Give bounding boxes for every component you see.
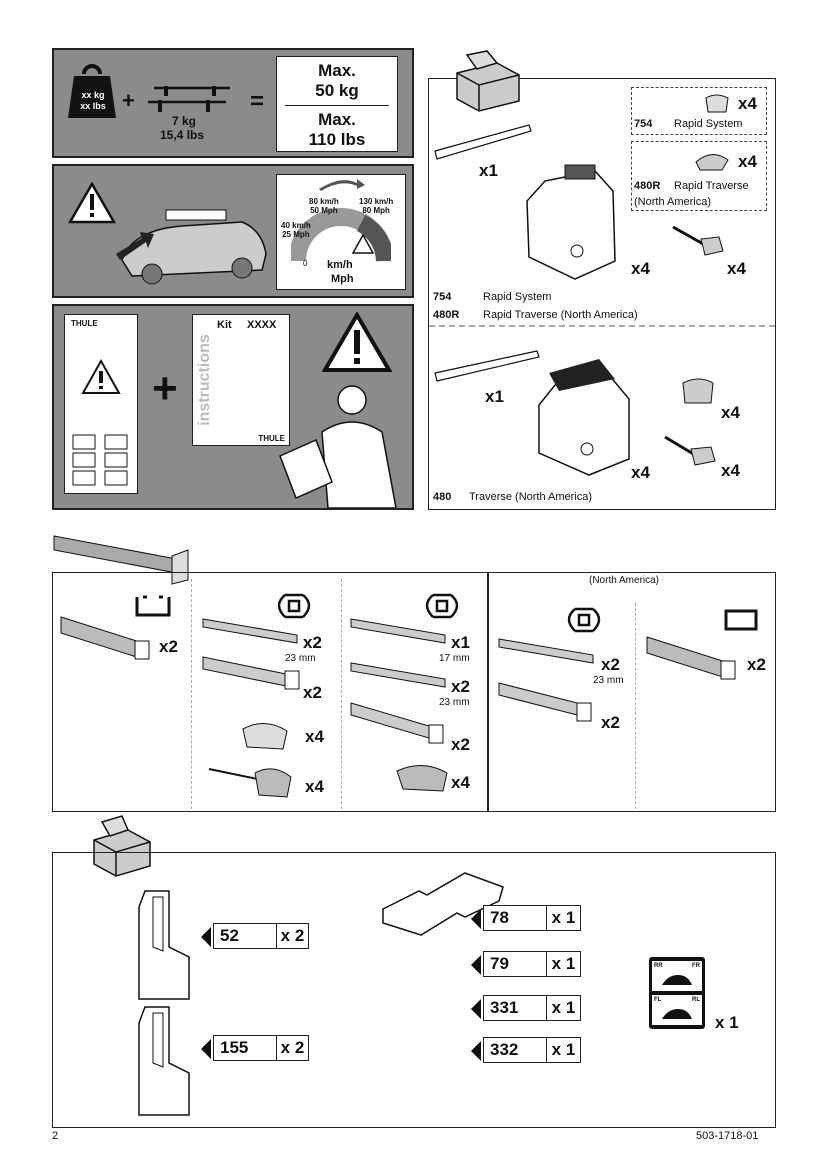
plus-sign: +: [122, 88, 135, 113]
pointer-arrow-155: [201, 1039, 211, 1059]
wing-bar-3: [349, 615, 449, 645]
max-value-kg: 50 kg: [315, 81, 359, 100]
warning-triangle-icon-large: [322, 312, 392, 374]
na-qty3: x2: [747, 655, 766, 674]
key-icon-2: [661, 431, 721, 467]
sticker-rear: [652, 961, 702, 991]
lower-foot-qty: x4: [631, 463, 650, 482]
load-capacity-panel: [52, 48, 414, 158]
pointer-arrow-331: [471, 999, 481, 1019]
page-number: 2: [52, 1130, 59, 1142]
opt-480r-code: 480R: [634, 180, 661, 192]
sticker-fl: FL: [654, 997, 662, 1003]
speed-130-kmh: 130 km/h: [359, 197, 394, 206]
item-79-code: 79: [484, 952, 547, 976]
col2-qty2: x2: [303, 683, 322, 702]
na-divider: [487, 572, 489, 812]
col3-qty1: x1: [451, 633, 470, 652]
item-331-qty: x 1: [551, 998, 576, 1017]
col-divider-3: [635, 603, 636, 809]
measuring-tape-icon-2: [433, 347, 543, 387]
sticker-fr: FR: [692, 963, 700, 969]
cap-icon: [702, 92, 732, 116]
col3-dim2: 23 mm: [439, 697, 470, 708]
item-79-qty: x 1: [551, 954, 576, 973]
col1-qty: x2: [159, 637, 178, 656]
col3-qty3: x2: [451, 735, 470, 754]
measuring-tape-icon: [433, 119, 533, 163]
max-value-lbs: 110 lbs: [308, 130, 366, 149]
sticker-rr: RR: [654, 963, 663, 969]
col3-qty4: x4: [451, 773, 470, 792]
item-155: [213, 1035, 309, 1061]
lower-key-qty: x4: [721, 461, 740, 480]
col-divider-1: [191, 579, 192, 809]
item-331: [483, 995, 581, 1021]
foot-rapid-system-illustration: [515, 161, 625, 291]
speed-130: [359, 197, 393, 215]
plus-sign-large: +: [152, 364, 178, 413]
col3-qty2: x2: [451, 677, 470, 696]
col2-qty1: x2: [303, 633, 322, 652]
line-754-code: 754: [433, 291, 452, 303]
position-sticker: [649, 957, 705, 1029]
item-52-qty: x 2: [280, 926, 305, 945]
doc-code: 503-1718-01: [696, 1130, 759, 1142]
speed-130-mph: 80 Mph: [362, 206, 390, 215]
opt-480r-qty: x4: [738, 152, 757, 171]
sticker-rl: RL: [692, 997, 700, 1003]
speed-zero: 0: [303, 259, 308, 268]
opt-480r-name: Rapid Traverse: [674, 180, 749, 192]
cap-traverse-icon: [679, 375, 719, 409]
weight-lbs: xx lbs: [80, 101, 106, 111]
opt-480r-region: (North America): [634, 196, 712, 208]
bars-panel: [52, 572, 776, 812]
wing-bar-1: [201, 615, 301, 645]
na-label: (North America): [589, 575, 660, 586]
speed-80-mph: 50 Mph: [310, 206, 338, 215]
opt-754-code: 754: [634, 118, 653, 130]
unit-kmh: km/h: [327, 259, 353, 271]
bracket-155-illustration: [135, 1003, 195, 1121]
wing-bar-5: [349, 699, 449, 749]
connector-icon: [393, 761, 453, 795]
person-reading-illustration: [272, 382, 402, 508]
foot-pack-panel: [428, 78, 776, 510]
col2-qty4: x4: [305, 777, 324, 796]
item-52: [213, 923, 309, 949]
key-icon: [669, 219, 729, 259]
box-icon: [447, 49, 527, 115]
line-480-code: 480: [433, 491, 452, 503]
item-332: [483, 1037, 581, 1063]
sticker-car-icon-2: [660, 1007, 694, 1023]
speed-40: [281, 221, 311, 239]
col2-dim1: 23 mm: [285, 653, 316, 664]
speed-40-kmh: 40 km/h: [281, 221, 311, 230]
bars-kg: 7 kg: [172, 114, 197, 128]
warning-triangle-icon-small: [81, 359, 121, 395]
line-480r-code: 480R: [433, 309, 460, 321]
col3-dim1: 17 mm: [439, 653, 470, 664]
sticker-car-icon-1: [660, 973, 694, 989]
pointer-arrow-332: [471, 1041, 481, 1061]
na-qty2: x2: [601, 713, 620, 732]
page-thumbnails: [71, 433, 131, 489]
speedometer-box: [276, 174, 406, 290]
item-155-qty: x 2: [280, 1038, 305, 1057]
option-754-box: [631, 87, 767, 135]
bracket-52-illustration: [135, 887, 195, 1005]
item-331-code: 331: [484, 996, 547, 1020]
opt-754-name: Rapid System: [674, 118, 743, 130]
unit-mph: Mph: [331, 273, 354, 285]
option-480r-box: [631, 141, 767, 211]
item-79: [483, 951, 581, 977]
cap-rapid-traverse-icon: [692, 148, 732, 174]
speed-arrow-icon: [317, 177, 367, 191]
item-52-code: 52: [214, 924, 277, 948]
max-label-1: Max.: [318, 61, 356, 80]
max-label-2: Max.: [318, 110, 356, 129]
lower-tape-qty: x1: [485, 387, 504, 406]
square-bar-na: [645, 633, 745, 683]
thule-logo-kit: THULE: [258, 434, 285, 443]
equals-sign: =: [250, 88, 265, 115]
pointer-arrow-78: [471, 909, 481, 929]
pointer-arrow-79: [471, 955, 481, 975]
pointer-arrow-52: [201, 927, 211, 947]
item-78-qty: x 1: [551, 908, 576, 927]
instructions-word: instructions: [195, 334, 213, 426]
roof-bars-icon: [146, 80, 236, 114]
section-divider: [429, 325, 775, 327]
square-bar-1: [59, 613, 159, 663]
opt-754-qty: x4: [738, 94, 757, 113]
kit-label: Kit: [217, 319, 232, 331]
fit-kit-panel: [52, 852, 776, 1128]
wing-bar-4: [349, 659, 449, 689]
car-with-bars-illustration: [102, 190, 272, 290]
line-480r-name: Rapid Traverse (North America): [483, 309, 638, 321]
weight-kg: xx kg: [81, 90, 105, 100]
max-load-box: [276, 56, 398, 152]
cable-connector-icon: [207, 763, 297, 803]
speed-40-mph: 25 Mph: [282, 230, 310, 239]
divider: [285, 105, 389, 106]
foot-traverse-illustration: [529, 355, 639, 485]
item-78: [483, 905, 581, 931]
speed-80-kmh: 80 km/h: [309, 197, 339, 206]
square-profile-icon-na: [723, 607, 759, 633]
kit-code: XXXX: [247, 319, 277, 331]
wing-bar-na-1: [497, 635, 597, 665]
thule-logo: THULE: [71, 319, 98, 328]
speed-80: [309, 197, 339, 215]
col-divider-2: [341, 579, 342, 809]
line-754-name: Rapid System: [483, 291, 552, 303]
na-dim1: 23 mm: [593, 675, 624, 686]
foot-qty: x4: [631, 259, 650, 278]
lower-cap-qty: x4: [721, 403, 740, 422]
wing-bar-na-2: [497, 679, 597, 725]
instructions-panel: [52, 304, 414, 510]
wing-bar-2: [201, 653, 301, 693]
tape-qty: x1: [479, 161, 498, 180]
bars-lbs: 15,4 lbs: [160, 128, 205, 142]
item-78-code: 78: [484, 906, 547, 930]
sticker-qty: x 1: [715, 1013, 739, 1032]
end-cap-icon: [239, 719, 293, 753]
pad-illustration: [379, 865, 507, 943]
item-155-code: 155: [214, 1036, 277, 1060]
col2-qty3: x4: [305, 727, 324, 746]
na-qty1: x2: [601, 655, 620, 674]
manual-document: [64, 314, 138, 494]
item-332-code: 332: [484, 1038, 547, 1062]
item-332-qty: x 1: [551, 1040, 576, 1059]
slot-profile-icon-na: [561, 607, 607, 633]
speed-warning-panel: [52, 164, 414, 298]
line-480-name: Traverse (North America): [469, 491, 593, 503]
sticker-front: [652, 995, 702, 1025]
key-qty: x4: [727, 259, 746, 278]
